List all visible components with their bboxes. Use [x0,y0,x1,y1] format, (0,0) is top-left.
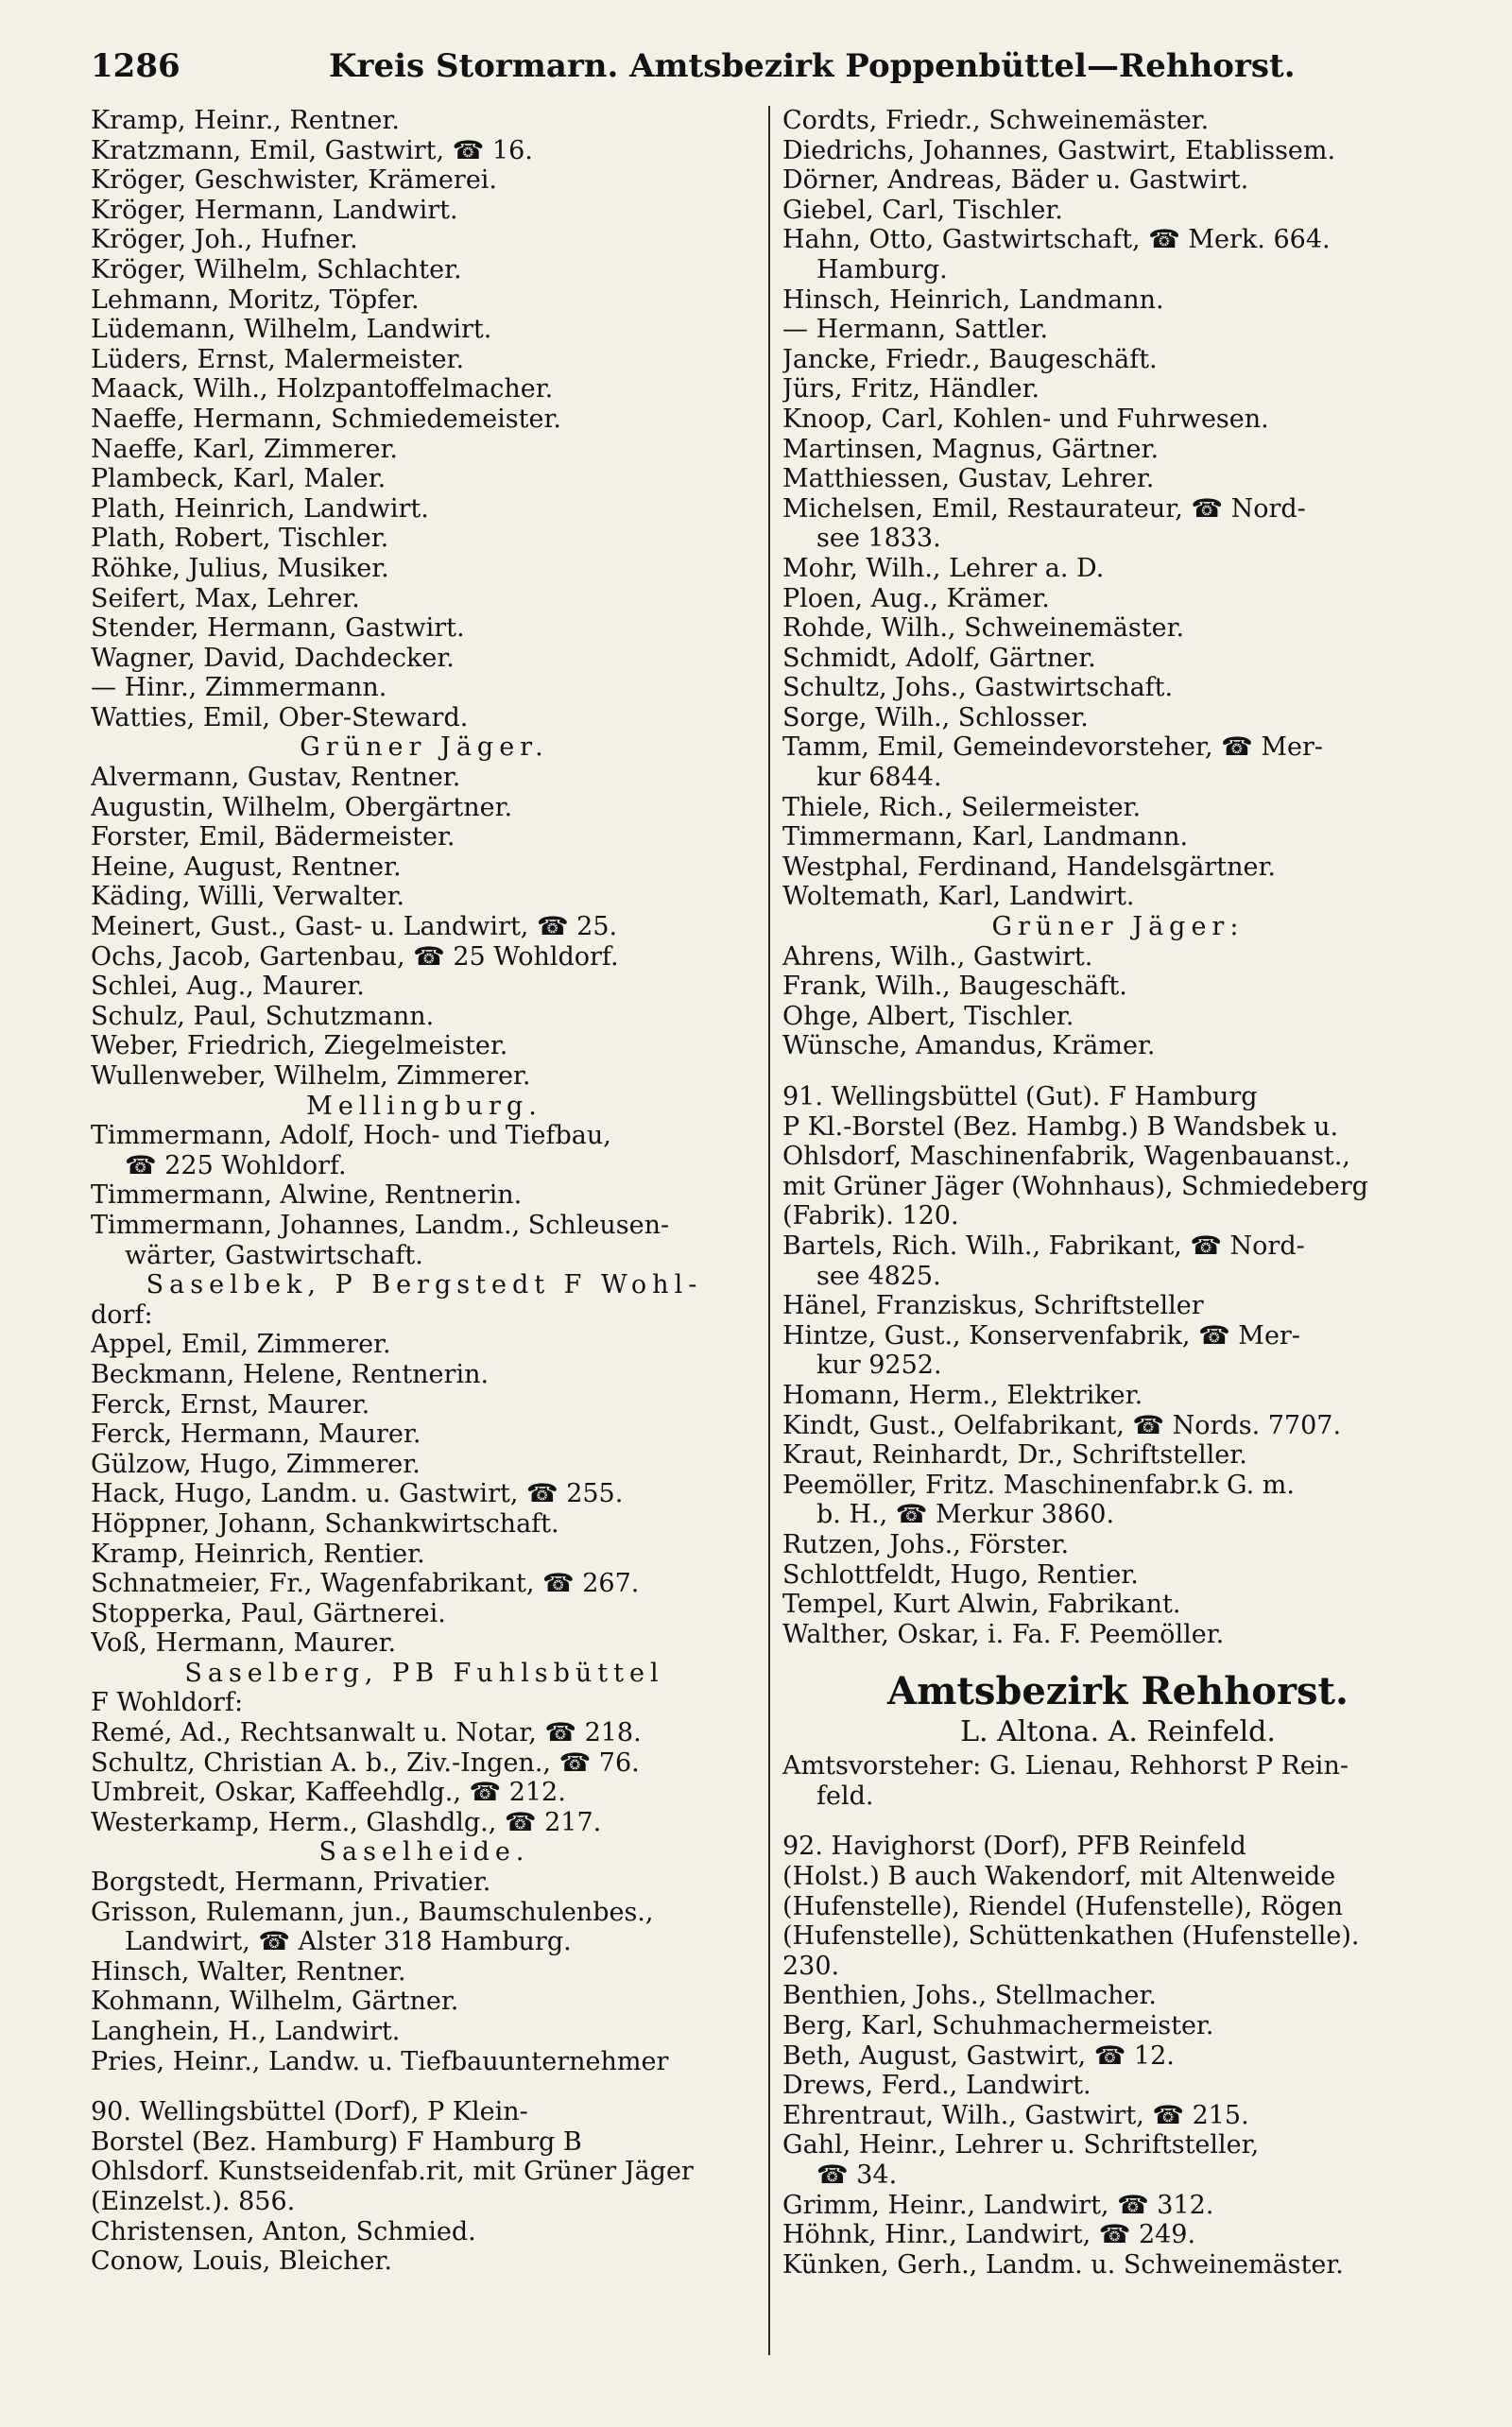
right-entry: Homann, Herm., Elektriker. [782,1380,1143,1410]
left-entry: Wullenweber, Wilhelm, Zimmerer. [91,1061,531,1091]
right-entry: Gahl, Heinr., Lehrer u. Schriftsteller, [782,2130,1260,2160]
right-entry: Dörner, Andreas, Bäder u. Gastwirt. [782,165,1249,196]
left-entry: Kröger, Joh., Hufner. [91,225,358,255]
left-entry: Christensen, Anton, Schmied. [91,2216,476,2246]
right-entry: Jürs, Fritz, Händler. [782,374,1040,404]
left-entry-continuation: Landwirt, ☎ Alster 318 Hamburg. [125,1927,572,1957]
right-entry: Rutzen, Johs., Förster. [782,1529,1070,1559]
right-entry: (Hufenstelle), Riendel (Hufenstelle), Rögen [782,1891,1343,1921]
left-entry: Kramp, Heinr., Rentner. [91,106,400,135]
right-entry: Wünsche, Amandus, Krämer. [782,1031,1156,1061]
left-entry: Schultz, Christian A. b., Ziv.-Ingen., ☎ 76. [91,1747,640,1778]
right-entry: Knoop, Carl, Kohlen- und Fuhrwesen. [782,404,1269,434]
right-entry: Diedrichs, Johannes, Gastwirt, Etablissem. [782,135,1336,165]
right-entry: Bartels, Rich. Wilh., Fabrikant, ☎ Nord- [782,1231,1305,1261]
right-entry: Schlottfeldt, Hugo, Rentier. [782,1559,1139,1590]
right-entry: 230. [782,1951,840,1981]
right-entry-continuation: kur 9252. [816,1351,942,1381]
left-entry: Borgstedt, Hermann, Privatier. [91,1868,491,1898]
right-entry: Woltemath, Karl, Landwirt. [782,882,1135,912]
left-entry: Appel, Emil, Zimmerer. [91,1330,391,1360]
right-entry: Frank, Wilh., Baugeschäft. [782,972,1127,1002]
right-entry: Rohde, Wilh., Schweinemäster. [782,613,1185,644]
right-entry: 92. Havighorst (Dorf), PFB Reinfeld [782,1832,1246,1862]
right-entry: Ploen, Aug., Krämer. [782,583,1050,613]
right-district-subheading: L. Altona. A. Reinfeld. [960,1715,1276,1749]
left-entry: Conow, Louis, Bleicher. [91,2246,392,2277]
right-entry: Jancke, Friedr., Baugeschäft. [782,344,1158,374]
right-entry: Berg, Karl, Schuhmachermeister. [782,2011,1214,2041]
left-entry: Stender, Hermann, Gastwirt. [91,613,465,644]
right-entry: Peemöller, Fritz. Maschinenfabr.k G. m. [782,1470,1295,1500]
left-section-heading: Saselberg, PB Fuhlsbüttel [184,1658,664,1688]
left-entry: Kohmann, Wilhelm, Gärtner. [91,1987,459,2017]
running-title: Kreis Stormarn. Amtsbezirk Poppenbüttel—Rehhorst. [329,47,1296,85]
right-entry: — Hermann, Sattler. [782,315,1049,345]
left-entry: Langhein, H., Landwirt. [91,2017,401,2046]
right-entry: Cordts, Friedr., Schweinemäster. [782,106,1210,135]
left-entry: Weber, Friedrich, Ziegelmeister. [91,1031,508,1061]
right-section-heading: Grüner Jäger: [991,912,1245,942]
right-entry: Ohge, Albert, Tischler. [782,1001,1074,1031]
left-entry: Forster, Emil, Bädermeister. [91,822,455,852]
right-entry: P Kl.-Borstel (Bez. Hambg.) B Wandsbek u. [782,1111,1339,1142]
right-entry: (Holst.) B auch Wakendorf, mit Altenweide [782,1862,1336,1892]
right-entry-continuation: feld. [816,1781,874,1811]
left-entry: Watties, Emil, Ober-Steward. [91,702,469,732]
left-entry: Grisson, Rulemann, jun., Baumschulenbes., [91,1897,654,1927]
right-entry-continuation: Hamburg. [816,254,948,284]
left-entry: Meinert, Gust., Gast- u. Landwirt, ☎ 25. [91,912,618,942]
right-entry: Martinsen, Magnus, Gärtner. [782,434,1160,464]
left-entry: Timmermann, Johannes, Landm., Schleusen- [91,1210,670,1240]
right-entry: Beth, August, Gastwirt, ☎ 12. [782,2040,1175,2071]
right-entry: Sorge, Wilh., Schlosser. [782,702,1089,732]
right-entry: Ahrens, Wilh., Gastwirt. [782,941,1093,972]
left-entry: — Hinr., Zimmermann. [91,673,387,703]
right-entry: 91. Wellingsbüttel (Gut). F Hamburg [782,1082,1258,1111]
left-entry: Schulz, Paul, Schutzmann. [91,1001,435,1031]
right-entry: (Hufenstelle), Schüttenkathen (Hufenstelle). [782,1921,1360,1952]
left-entry: Hinsch, Walter, Rentner. [91,1956,406,1987]
left-entry: Schnatmeier, Fr., Wagenfabrikant, ☎ 267. [91,1569,640,1599]
right-entry-continuation: ☎ 34. [816,2160,898,2190]
left-entry: Augustin, Wilhelm, Obergärtner. [91,792,513,822]
right-entry: Benthien, Johs., Stellmacher. [782,1981,1157,2011]
left-entry: Beckmann, Helene, Rentnerin. [91,1359,490,1389]
right-entry: (Fabrik). 120. [782,1201,959,1231]
left-entry: Plath, Robert, Tischler. [91,524,389,554]
left-entry: F Wohldorf: [91,1688,244,1718]
left-section-heading: Saselbek, P Bergstedt F Wohl- [146,1270,703,1300]
left-column [91,106,758,2277]
right-entry: mit Grüner Jäger (Wohnhaus), Schmiedeberg [782,1171,1368,1201]
right-entry: Hänel, Franziskus, Schriftsteller [782,1291,1204,1321]
right-entry: Amtsvorsteher: G. Lienau, Rehhorst P Rein- [782,1751,1349,1782]
right-entry-continuation: see 4825. [816,1261,941,1291]
right-entry: Ehrentraut, Wilh., Gastwirt, ☎ 215. [782,2100,1249,2130]
left-entry: Ochs, Jacob, Gartenbau, ☎ 25 Wohldorf. [91,941,619,972]
left-entry: Kratzmann, Emil, Gastwirt, ☎ 16. [91,135,533,165]
left-entry: Pries, Heinr., Landw. u. Tiefbauunternehmer [91,2046,669,2076]
left-entry: Seifert, Max, Lehrer. [91,583,360,613]
right-entry: Hahn, Otto, Gastwirtschaft, ☎ Merk. 664. [782,225,1331,255]
left-entry: Alvermann, Gustav, Rentner. [91,763,461,793]
right-entry-continuation: b. H., ☎ Merkur 3860. [816,1500,1115,1530]
right-entry: Thiele, Rich., Seilermeister. [782,792,1142,822]
right-entry: Ohlsdorf, Maschinenfabrik, Wagenbauanst., [782,1142,1350,1172]
left-entry: Lehmann, Moritz, Töpfer. [91,284,420,315]
right-entry: Kindt, Gust., Oelfabrikant, ☎ Nords. 7707. [782,1410,1342,1440]
right-column [782,106,1453,2280]
right-entry: Hinsch, Heinrich, Landmann. [782,284,1164,315]
left-section-heading: Grüner Jäger. [300,732,549,763]
left-entry: Röhke, Julius, Musiker. [91,553,389,583]
left-entry-continuation: ☎ 225 Wohldorf. [125,1150,347,1180]
left-entry: Naeffe, Karl, Zimmerer. [91,434,398,464]
right-entry: Höhnk, Hinr., Landwirt, ☎ 249. [782,2220,1196,2250]
left-entry: Schlei, Aug., Maurer. [91,972,365,1002]
right-entry-continuation: kur 6844. [816,763,942,793]
right-entry: Matthiessen, Gustav, Lehrer. [782,464,1155,494]
left-section-heading: Saselheide. [318,1837,530,1868]
right-entry: Westphal, Ferdinand, Handelsgärtner. [782,852,1277,882]
right-entry: Künken, Gerh., Landm. u. Schweinemäster. [782,2249,1344,2280]
right-entry: Schultz, Johs., Gastwirtschaft. [782,673,1174,703]
left-entry: Plath, Heinrich, Landwirt. [91,493,429,524]
right-entry: Giebel, Carl, Tischler. [782,195,1063,225]
left-entry: Plambeck, Karl, Maler. [91,464,387,494]
right-entry: Kraut, Reinhardt, Dr., Schriftsteller. [782,1440,1247,1471]
right-entry: Schmidt, Adolf, Gärtner. [782,643,1096,673]
right-entry: Tamm, Emil, Gemeindevorsteher, ☎ Mer- [782,732,1323,763]
right-entry: Tempel, Kurt Alwin, Fabrikant. [782,1590,1181,1620]
left-entry: Westerkamp, Herm., Glashdlg., ☎ 217. [91,1807,602,1837]
left-entry: Kröger, Geschwister, Krämerei. [91,165,498,196]
right-entry: Drews, Ferd., Landwirt. [782,2071,1091,2101]
left-entry: Ferck, Ernst, Maurer. [91,1389,370,1420]
left-entry: Borstel (Bez. Hamburg) F Hamburg B [91,2126,582,2157]
column-divider [768,106,770,2355]
left-entry: Käding, Willi, Verwalter. [91,882,405,912]
left-entry: Naeffe, Hermann, Schmiedemeister. [91,404,562,434]
left-entry: Ferck, Hermann, Maurer. [91,1420,421,1450]
right-entry: Hintze, Gust., Konservenfabrik, ☎ Mer- [782,1320,1300,1351]
right-entry: Walther, Oskar, i. Fa. F. Peemöller. [782,1619,1225,1649]
right-entry-continuation: see 1833. [816,524,941,554]
left-entry: Maack, Wilh., Holzpantoffelmacher. [91,374,554,404]
left-entry: Umbreit, Oskar, Kaffeehdlg., ☎ 212. [91,1778,566,1808]
left-entry: Timmermann, Alwine, Rentnerin. [91,1180,523,1211]
right-entry: Timmermann, Karl, Landmann. [782,822,1189,852]
left-section-heading: Mellingburg. [306,1091,542,1121]
right-entry: Grimm, Heinr., Landwirt, ☎ 312. [782,2190,1214,2220]
page-number: 1286 [91,47,180,85]
left-entry: Voß, Hermann, Maurer. [91,1628,397,1659]
right-district-heading: Amtsbezirk Rehhorst. [887,1670,1349,1714]
left-entry: Lüders, Ernst, Malermeister. [91,344,465,374]
left-entry: Timmermann, Adolf, Hoch- und Tiefbau, [91,1121,611,1151]
left-entry: Hack, Hugo, Landm. u. Gastwirt, ☎ 255. [91,1479,624,1509]
right-entry: Mohr, Wilh., Lehrer a. D. [782,553,1105,583]
left-entry: Stopperka, Paul, Gärtnerei. [91,1598,446,1628]
left-entry: Höppner, Johann, Schankwirtschaft. [91,1508,559,1539]
left-entry: Remé, Ad., Rechtsanwalt u. Notar, ☎ 218. [91,1718,642,1748]
page-header [91,42,1433,91]
left-entry: Kröger, Wilhelm, Schlachter. [91,254,462,284]
left-entry-continuation: wärter, Gastwirtschaft. [125,1240,423,1270]
left-entry: Wagner, David, Dachdecker. [91,643,455,673]
right-entry: Michelsen, Emil, Restaurateur, ☎ Nord- [782,493,1306,524]
left-entry: Ohlsdorf. Kunstseidenfab.rit, mit Grüner Jäger [91,2157,694,2187]
left-entry: Gülzow, Hugo, Zimmerer. [91,1449,421,1479]
left-entry: Kramp, Heinrich, Rentier. [91,1539,425,1569]
left-entry: (Einzelst.). 856. [91,2186,296,2216]
left-entry: Heine, August, Rentner. [91,852,402,882]
left-entry: Kröger, Hermann, Landwirt. [91,195,458,225]
left-entry: 90. Wellingsbüttel (Dorf), P Klein- [91,2097,528,2127]
left-entry: Lüdemann, Wilhelm, Landwirt. [91,315,492,345]
left-entry: dorf: [91,1300,153,1330]
